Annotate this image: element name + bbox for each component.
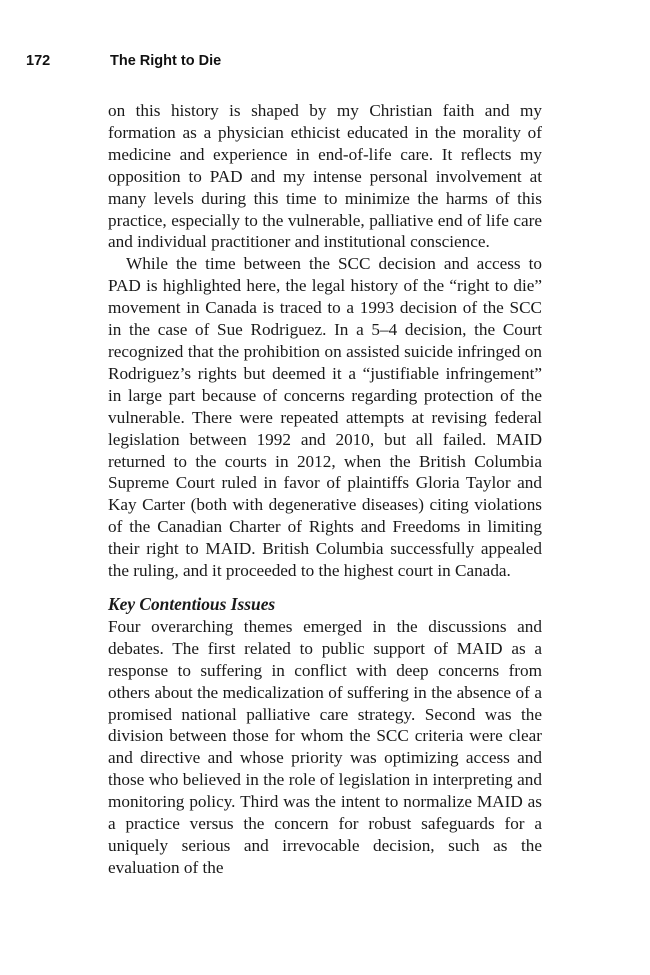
running-title: The Right to Die <box>110 53 222 69</box>
paragraph: on this history is shaped by my Christian faith and my formation as a physician ethicist educated in the morality of medicine and experience in end-of-life care. It reflects my opposition to PAD and my intense personal involvement at many levels during this time to minimize the harms of this practice, especially to the vulnerable, palliative end of life care and individual practitioner and institutional conscience. <box>108 101 542 252</box>
paragraph: While the time between the SCC decision and access to PAD is highlighted here, the legal history of the “right to die” movement in Canada is traced to a 1993 decision of the SCC in the case of Sue Rodriguez. In a 5–4 decision, the Court recognized that the prohibition on assisted suicide infringed on Rodriguez’s rights but deemed it a “justifiable infringement” in large part because of concerns regarding protection of the vulnerable. There were repeated attempts at revising federal legislation between 1992 and 2010, but all failed. MAID returned to the courts in 2012, when the British Columbia Supreme Court ruled in favor of plaintiffs Gloria Taylor and Kay Carter (both with degenerative diseases) citing violations of the Canadian Charter of Rights and Freedoms in limiting their right to MAID. British Columbia successfully appealed the ruling, and it proceeded to the highest court in Canada. <box>108 254 542 581</box>
paragraph: Four overarching themes emerged in the discussions and debates. The first related to public support of MAID as a response to suffering in conflict with deep concerns from others about the medicalization of suffering in the absence of a promised national palliative care strategy. Second was the division between those for whom the SCC criteria were clear and directive and whose priority was optimizing access and those who believed in the role of legislation in interpreting and monitoring policy. Third was the intent to normalize MAID as a practice versus the concern for robust safeguards for a uniquely serious and irrevocable decision, such as the evaluation of the <box>108 616 542 877</box>
page-number: 172 <box>26 53 51 69</box>
body-text <box>108 100 542 879</box>
section-heading: Key Contentious Issues <box>108 593 276 614</box>
